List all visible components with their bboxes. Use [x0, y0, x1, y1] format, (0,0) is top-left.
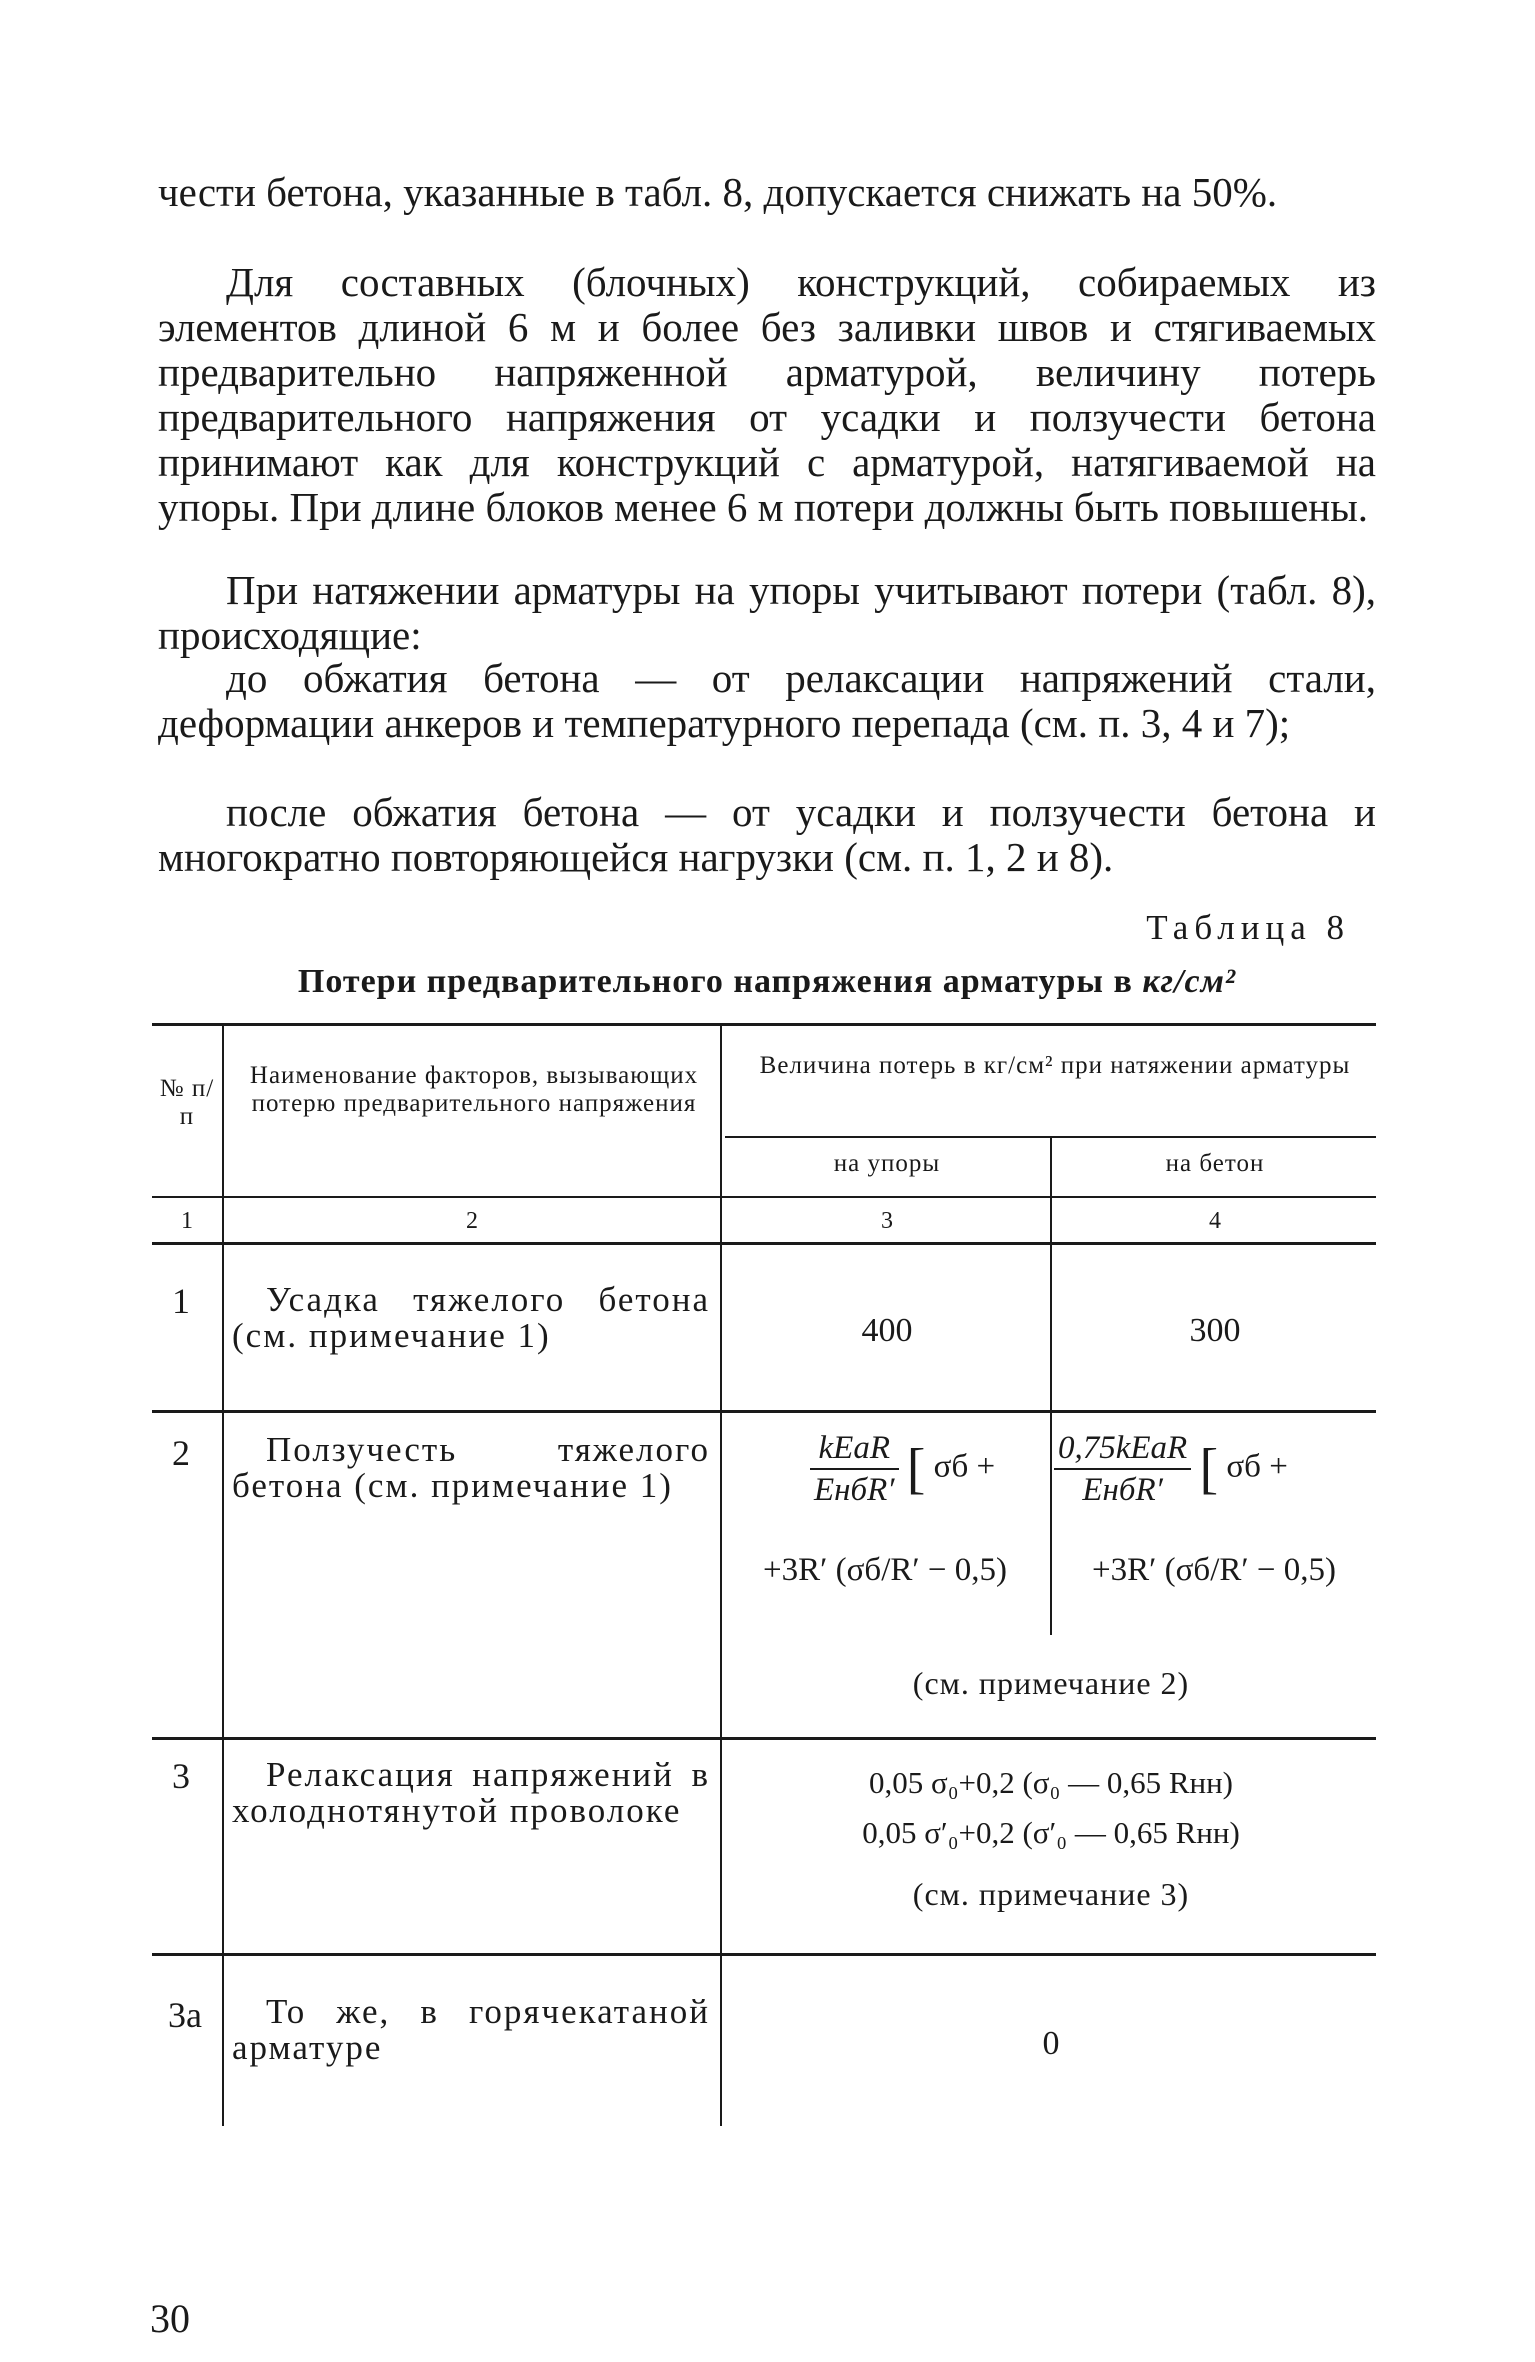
row2-bottom-rule — [152, 1737, 1376, 1740]
header-on-concrete: на бетон — [1165, 1150, 1265, 1177]
table-title-unit: кг/см² — [1142, 963, 1237, 1000]
row3-line1: 0,05 σ₀+0,2 (σ₀ — 0,65 Rнн) — [868, 1765, 1234, 1800]
row3-factor: Релаксация напряжений в холоднотянутой проволоке — [232, 1755, 710, 1830]
row2-concrete-fraction — [1054, 1428, 1191, 1510]
header-value: Величина потерь в кг/см² при натяжении арматуры — [759, 1052, 1351, 1079]
col-divider-3-row1 — [1050, 1245, 1052, 1410]
row1-on-concrete: 300 — [1189, 1312, 1241, 1349]
table-title-text: Потери предварительного напряжения арматуры в — [297, 963, 1143, 1000]
table-title — [158, 963, 1376, 1001]
row3a-factor: То же, в горячекатаной арматуре — [232, 1992, 710, 2067]
row2-concrete-denominator: EнбR′ — [1082, 1472, 1163, 1508]
header-factor: Наименование факторов, вызывающих потерю предварительного напряжения — [249, 1062, 699, 1117]
row3-num: 3 — [172, 1756, 190, 1796]
row2-stops-tail: σб + — [933, 1448, 996, 1485]
row2-stops-denominator: EнбR′ — [814, 1472, 895, 1508]
row2-formula-stops-line2: +3R′ (σб/R′ − 0,5) — [763, 1552, 1007, 1588]
row2-formula-on-stops — [810, 1428, 1050, 1510]
row2-factor: Ползучесть тяжелого бетона (см. примечание 1) — [232, 1430, 710, 1505]
paragraph-tension-on-stops: При натяжении арматуры на упоры учитывают потери (табл. 8), происходящие: — [158, 567, 1376, 658]
colnum-1: 1 — [181, 1208, 193, 1234]
row2-concrete-tail: σб + — [1226, 1448, 1288, 1485]
row3a-value: 0 — [1042, 2025, 1060, 2062]
colnum-2: 2 — [466, 1208, 478, 1234]
row2-num: 2 — [172, 1433, 190, 1473]
row3-line2: 0,05 σ′₀+0,2 (σ′₀ — 0,65 Rнн) — [862, 1815, 1240, 1850]
row2-stops-bracket: [ — [906, 1438, 926, 1500]
row2-concrete-numerator: 0,75kEаR — [1054, 1428, 1191, 1470]
table-label: Таблица 8 — [1146, 908, 1350, 947]
header-bottom-rule — [152, 1196, 1376, 1198]
col-divider-3-row2 — [1050, 1413, 1052, 1635]
page-number: 30 — [150, 2296, 190, 2341]
row2-formula-concrete-line2: +3R′ (σб/R′ − 0,5) — [1092, 1552, 1336, 1588]
row2-note: (см. примечание 2) — [912, 1665, 1190, 1701]
row1-num: 1 — [172, 1281, 190, 1321]
row2-stops-numerator: kEаR — [810, 1428, 899, 1470]
row1-on-stops: 400 — [861, 1312, 913, 1349]
colnum-4: 4 — [1209, 1208, 1221, 1234]
col-divider-3-header — [1050, 1138, 1052, 1242]
row1-bottom-rule — [152, 1410, 1376, 1413]
paragraph-block-constructions: Для составных (блочных) конструкций, собираемых из элементов длиной 6 м и более без заливки швов и стягиваемых предварительно напряженной арматурой, величину потерь предварительного напряжения от усадки и ползучести бетона принимают как для конструкций с арматурой, натягиваемой на упоры. При длине блоков менее 6 м потери должны быть повышены. — [158, 259, 1376, 530]
colnum-3: 3 — [881, 1208, 893, 1234]
row1-factor: Усадка тяжелого бетона (см. примечание 1) — [232, 1280, 710, 1355]
header-on-stops: на упоры — [833, 1150, 941, 1177]
table-top-rule — [152, 1023, 1376, 1026]
row3-note: (см. примечание 3) — [912, 1876, 1190, 1912]
row3a-num: 3а — [168, 1995, 202, 2035]
row3-bottom-rule — [152, 1953, 1376, 1956]
header-num: № п/п — [159, 1075, 215, 1130]
paragraph-after-compression: после обжатия бетона — от усадки и ползучести бетона и многократно повторяющейся нагрузки (см. п. 1, 2 и 8). — [158, 789, 1376, 880]
paragraph-continuation: чести бетона, указанные в табл. 8, допускается снижать на 50%. — [158, 169, 1278, 215]
paragraph-before-compression: до обжатия бетона — от релаксации напряжений стали, деформации анкеров и температурного перепада (см. п. 3, 4 и 7); — [158, 655, 1376, 746]
row2-stops-fraction — [810, 1428, 899, 1510]
col-divider-1 — [222, 1026, 224, 2126]
row2-formula-on-concrete — [1054, 1428, 1376, 1510]
colnum-bottom-rule — [152, 1242, 1376, 1245]
row2-concrete-bracket: [ — [1199, 1438, 1219, 1500]
